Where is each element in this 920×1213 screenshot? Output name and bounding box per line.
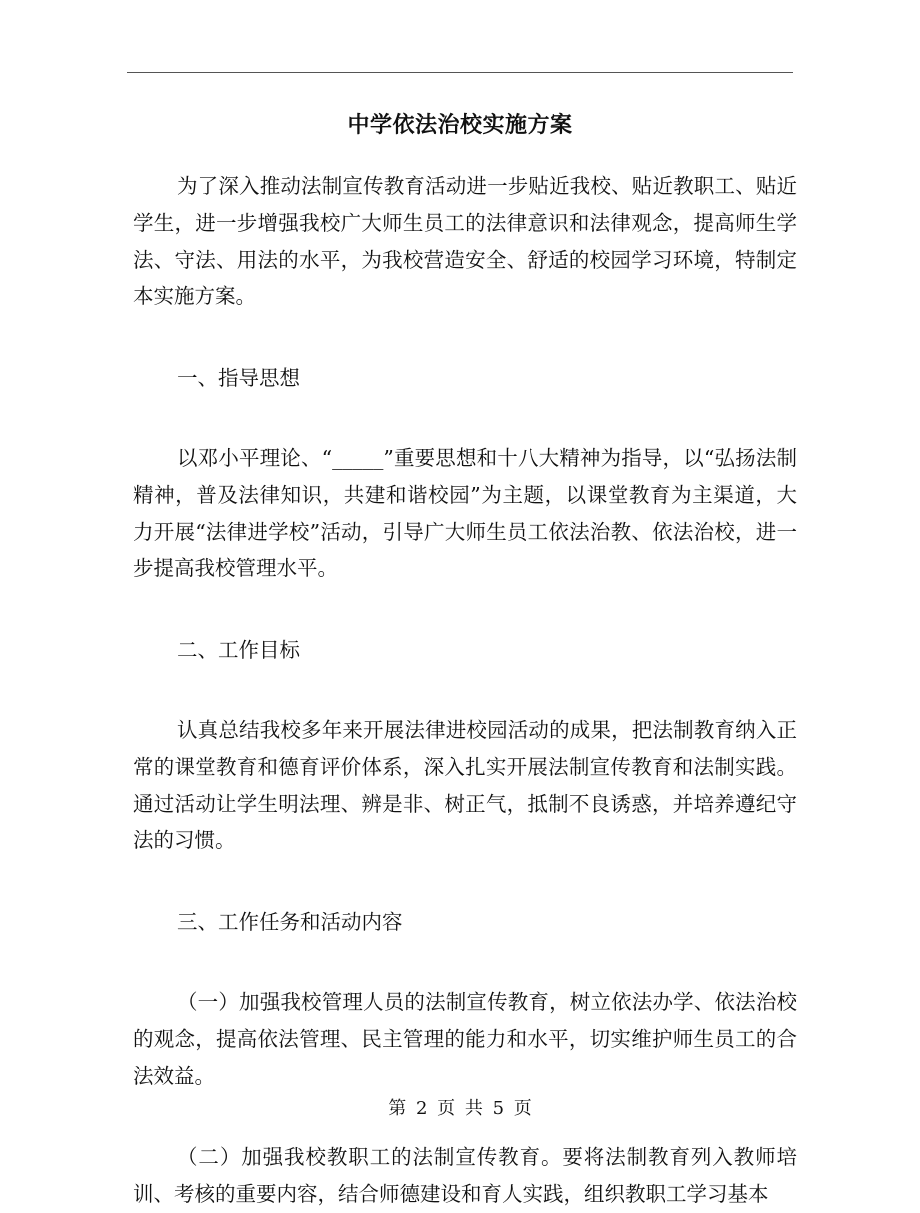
task-item-one: （一）加强我校管理人员的法制宣传教育，树立依法办学、依法治校的观念，提高依法管理、民主管理的能力和水平，切实维护师生员工的合法效益。 [133, 989, 797, 1088]
task-item-two: （二）加强我校教职工的法制宣传教育。要将法制教育列入教师培训、考核的重要内容，结合师德建设和育人实践，组织教职工学习基本 [133, 1145, 797, 1207]
intro-paragraph: 为了深入推动法制宣传教育活动进一步贴近我校、贴近教职工、贴近学生，进一步增强我校广大师生员工的法律意识和法律观念，提高师生学法、守法、用法的水平，为我校营造安全、舒适的校园学习环境，特制定本实施方案。 [133, 174, 797, 309]
section-heading-work-goals: 二、工作目标 [177, 638, 300, 663]
page-number: 第 2 页 共 5 页 [388, 1098, 532, 1119]
work-goals-paragraph: 认真总结我校多年来开展法律进校园活动的成果，把法制教育纳入正常的课堂教育和德育评价体系，深入扎实开展法制宣传教育和法制实践。通过活动让学生明法理、辨是非、树正气，抵制不良诱惑，并培养遵纪守法的习惯。 [133, 717, 797, 853]
guiding-thought-paragraph: 以邓小平理论、“_____”重要思想和十八大精神为指导，以“弘扬法制精神，普及法律知识，共建和谐校园”为主题，以课堂教育为主渠道，大力开展“法律进学校”活动，引导广大师生员工依法治教、依法治校，进一步提高我校管理水平。 [133, 445, 797, 581]
section-heading-tasks: 三、工作任务和活动内容 [177, 910, 403, 935]
document-title: 中学依法治校实施方案 [347, 112, 573, 138]
header-rule [127, 72, 793, 73]
section-heading-guiding-thought: 一、指导思想 [177, 366, 300, 391]
document-body [133, 168, 797, 1213]
